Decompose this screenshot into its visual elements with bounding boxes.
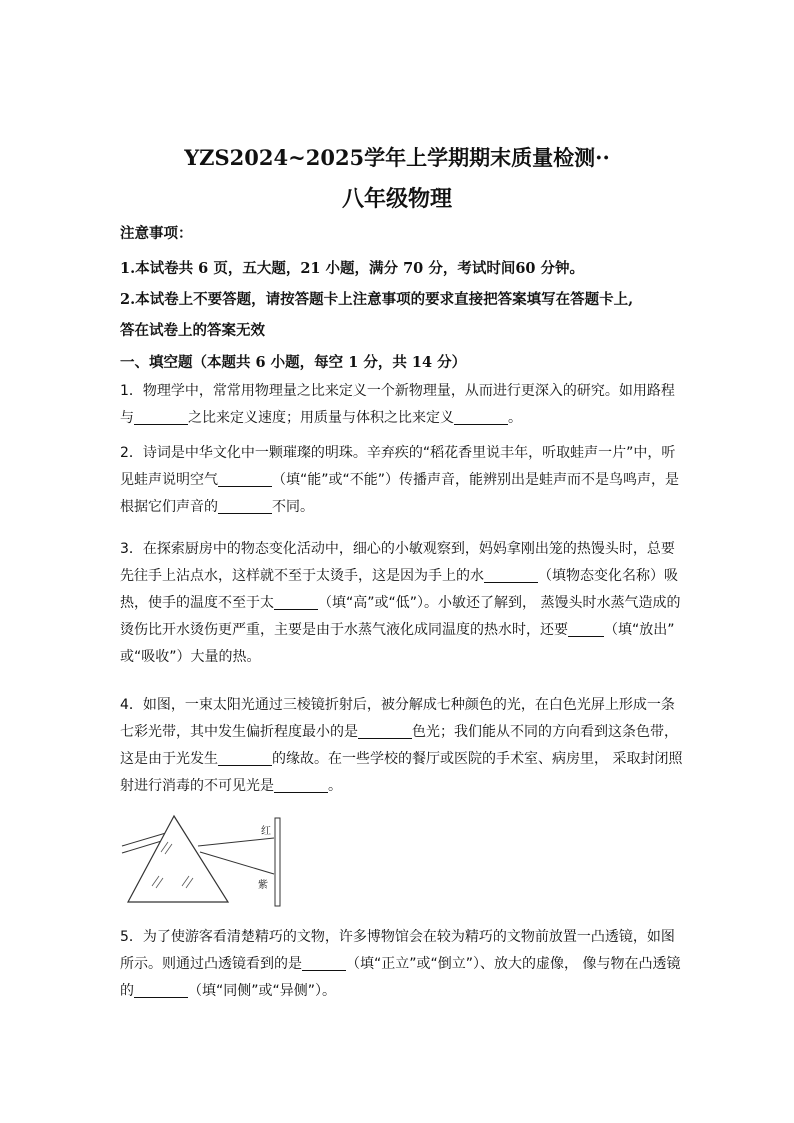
q5-text: 的 xyxy=(120,983,134,999)
q3-line-5: 或“吸收”）大量的热。 xyxy=(120,649,261,665)
q3-text: （填“高”或“低”）。小敏还了解到， 蒸馒头时水蒸气造成的 xyxy=(318,595,681,611)
notice-heading: 注意事项： xyxy=(120,225,193,242)
notice-item-1: 1.本试卷共 6 页，五大题，21 小题，满分 70 分，考试时间60 分钟。 xyxy=(120,260,585,277)
exam-title: YZS2024~2025学年上学期期末质量检测·· xyxy=(184,145,610,170)
question-1 xyxy=(120,378,678,432)
q3-text: （填“放出” xyxy=(604,622,675,638)
question-4 xyxy=(120,692,683,800)
q1-text: 之比来定义速度；用质量与体积之比来定义 xyxy=(188,410,454,426)
answer-blank xyxy=(484,568,538,583)
q4-text: 七彩光带，其中发生偏折程度最小的是 xyxy=(120,724,358,740)
q4-line-1: 4．如图，一束太阳光通过三棱镜折射后，被分解成七种颜色的光，在白色光屏上形成一条 xyxy=(120,697,675,713)
q3-text: 先往手上沾点水，这样就不至于太烫手，这是因为手上的水 xyxy=(120,568,484,584)
q1-text: 。 xyxy=(508,410,522,426)
q5-text: 所示。则通过凸透镜看到的是 xyxy=(120,956,302,972)
notice-item-2-line-2: 答在试卷上的答案无效 xyxy=(120,322,265,339)
prism-icon xyxy=(128,816,228,902)
notice-item-2-line-1: 2.本试卷上不要答题，请按答题卡上注意事项的要求直接把答案填写在答题卡上, xyxy=(120,291,634,308)
answer-blank xyxy=(218,751,272,766)
prism-figure xyxy=(116,812,296,912)
q3-line-1: 3．在探索厨房中的物态变化活动中，细心的小敏观察到，妈妈拿刚出笼的热馒头时，总要 xyxy=(120,541,675,557)
q2-text: （填“能”或“不能”）传播声音，能辨别出是蛙声而不是鸟鸣声，是 xyxy=(272,472,680,488)
q5-line-1: 5．为了使游客看清楚精巧的文物，许多博物馆会在较为精巧的文物前放置一凸透镜，如图 xyxy=(120,929,675,945)
question-5 xyxy=(120,924,681,1005)
q1-line-2 xyxy=(120,405,678,432)
q3-line-2 xyxy=(120,563,678,590)
q5-line-3 xyxy=(120,978,678,1005)
q2-line-3 xyxy=(120,494,678,521)
answer-blank xyxy=(274,595,318,610)
q5-text: （填“正立”或“倒立”）、放大的虚像， 像与物在凸透镜 xyxy=(346,956,681,972)
q2-line-1: 2．诗词是中华文化中一颗璀璨的明珠。辛弃疾的“稻花香里说丰年，听取蛙声一片”中，听 xyxy=(120,445,676,461)
label-red: 红 xyxy=(261,826,271,837)
section-1-heading: 一、填空题（本题共 6 小题，每空 1 分，共 14 分） xyxy=(120,354,467,371)
exam-subtitle: 八年级物理 xyxy=(341,186,452,212)
q3-text: 热，使手的温度不至于太 xyxy=(120,595,274,611)
red-ray xyxy=(198,838,274,846)
question-3 xyxy=(120,536,681,671)
q4-text: 这是由于光发生 xyxy=(120,751,218,767)
q2-text: 根据它们声音的 xyxy=(120,499,218,515)
prism-diagram xyxy=(116,812,296,912)
answer-blank xyxy=(568,622,604,637)
q5-line-2 xyxy=(120,951,681,978)
answer-blank xyxy=(358,724,412,739)
answer-blank xyxy=(134,983,188,998)
q4-text: 色光；我们能从不同的方向看到这条色带， xyxy=(412,724,678,740)
q3-line-3 xyxy=(120,590,681,617)
violet-ray xyxy=(200,852,274,874)
q1-text: 与 xyxy=(120,410,134,426)
answer-blank xyxy=(302,956,346,971)
q5-text: （填“同侧”或“异侧”）。 xyxy=(188,983,337,999)
answer-blank xyxy=(454,410,508,425)
q3-text: （填物态变化名称）吸 xyxy=(538,568,678,584)
answer-blank xyxy=(274,778,328,793)
q4-line-2 xyxy=(120,719,678,746)
q2-text: 见蛙声说明空气 xyxy=(120,472,218,488)
answer-blank xyxy=(218,472,272,487)
q4-text: 的缘故。在一些学校的餐厅或医院的手术室、病房里， 采取封闭照 xyxy=(272,751,683,767)
answer-blank xyxy=(218,499,272,514)
q3-text: 烫伤比开水烫伤更严重，主要是由于水蒸气液化成同温度的热水时，还要 xyxy=(120,622,568,638)
q1-line-1: 1．物理学中，常常用物理量之比来定义一个新物理量，从而进行更深入的研究。如用路程 xyxy=(120,383,675,399)
q2-text: 不同。 xyxy=(272,499,314,515)
question-2 xyxy=(120,440,678,521)
q4-line-3 xyxy=(120,746,683,773)
white-screen xyxy=(275,818,280,906)
q4-text: 射进行消毒的不可见光是 xyxy=(120,778,274,794)
q4-text: 。 xyxy=(328,778,342,794)
label-violet: 紫 xyxy=(258,880,268,891)
q3-line-4 xyxy=(120,617,678,644)
answer-blank xyxy=(134,410,188,425)
q2-line-2 xyxy=(120,467,678,494)
q4-line-4 xyxy=(120,773,678,800)
